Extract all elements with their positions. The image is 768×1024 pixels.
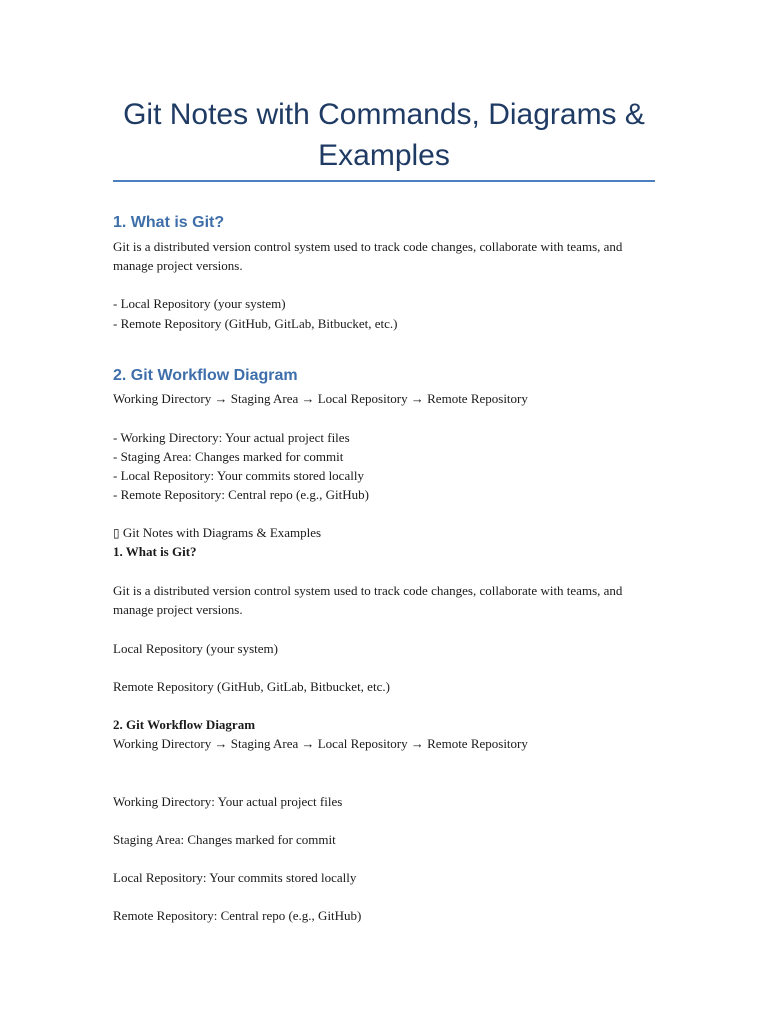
pasted-local-repository: Local Repository (your system) (113, 641, 278, 656)
document-title: Git Notes with Commands, Diagrams & Examples (123, 98, 645, 172)
missing-glyph-icon: ▯ (113, 526, 120, 540)
section-2-item-working: - Working Directory: Your actual project files (113, 430, 350, 445)
section-1-item-local: - Local Repository (your system) (113, 296, 286, 311)
pasted-remote-repository: Remote Repository (GitHub, GitLab, Bitbucket, etc.) (113, 679, 390, 694)
section-2-item-remote: - Remote Repository: Central repo (e.g., GitHub) (113, 487, 369, 502)
section-1-intro: Git is a distributed version control system used to track code changes, collaborate with teams, and manage project versions. (113, 239, 623, 273)
title-divider (113, 180, 655, 182)
pasted-intro: Git is a distributed version control system used to track code changes, collaborate with teams, and manage project versions. (113, 583, 623, 617)
section-2-item-staging: - Staging Area: Changes marked for commit (113, 449, 344, 464)
pasted-header-text: Git Notes with Diagrams & Examples (122, 525, 322, 540)
pasted-item-working: Working Directory: Your actual project files (113, 794, 343, 809)
section-2-heading: 2. Git Workflow Diagram (113, 367, 298, 384)
pasted-item-staging: Staging Area: Changes marked for commit (113, 832, 336, 847)
pasted-flow: Working Directory → Staging Area → Local Repository → Remote Repository (113, 736, 528, 751)
section-1-heading: 1. What is Git? (113, 214, 225, 231)
section-2-item-local: - Local Repository: Your commits stored locally (113, 468, 364, 483)
pasted-item-local: Local Repository: Your commits stored locally (113, 870, 357, 885)
pasted-header (113, 523, 321, 543)
pasted-heading-2: 2. Git Workflow Diagram (113, 717, 256, 732)
section-1-item-remote: - Remote Repository (GitHub, GitLab, Bitbucket, etc.) (113, 316, 398, 331)
pasted-item-remote: Remote Repository: Central repo (e.g., GitHub) (113, 908, 362, 923)
section-2-flow: Working Directory → Staging Area → Local Repository → Remote Repository (113, 391, 528, 406)
pasted-heading-1: 1. What is Git? (113, 544, 197, 559)
